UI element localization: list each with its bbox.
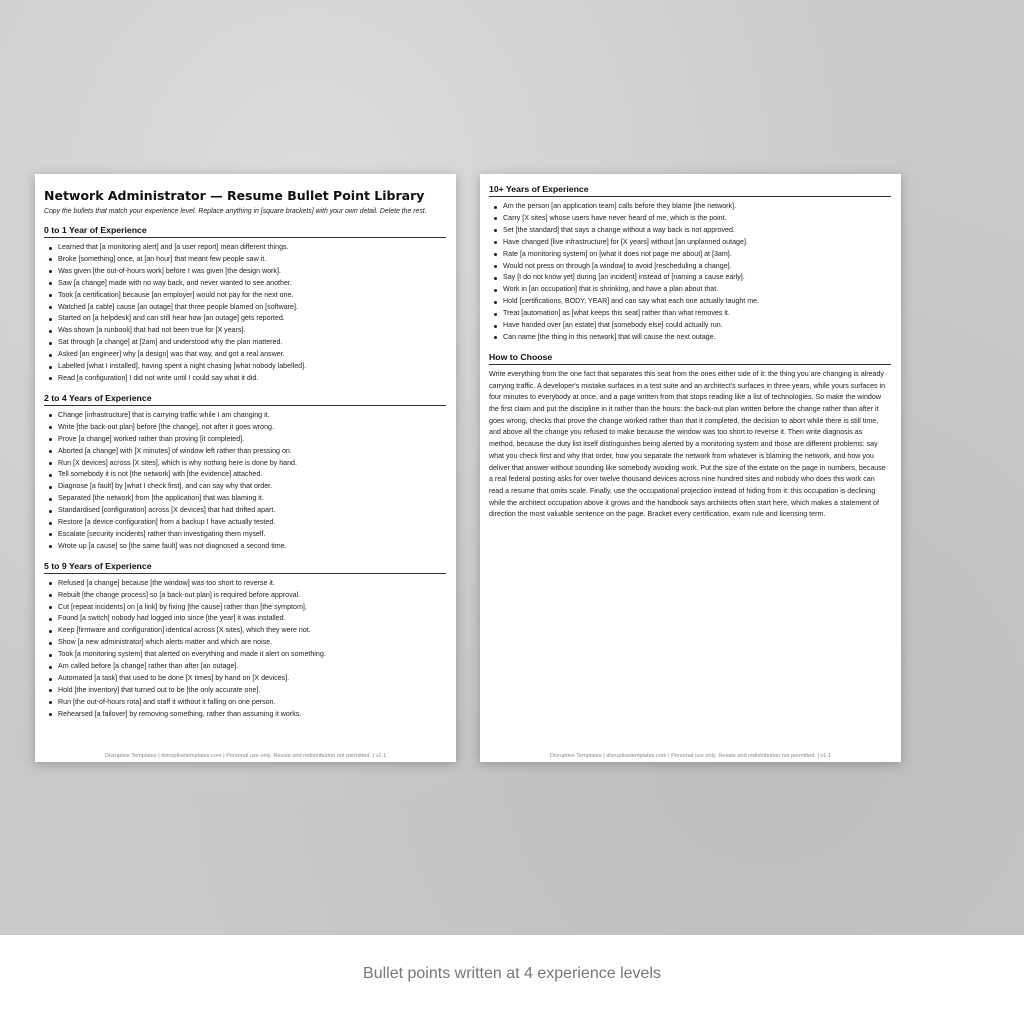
bullet-dot-icon [49,533,52,536]
document-intro: Copy the bullets that match your experience level. Replace anything in [square brackets] with your own detail. Delete the rest. [44,208,427,215]
bullet-text: Carry [X sites] whose users have never heard of me, which is the point. [503,213,727,222]
bullet-text: Watched [a cable] cause [an outage] that three people blamed on [software]. [58,302,298,311]
bullet-text: Escalate [security incidents] rather than investigating them myself. [58,529,266,538]
bullet-text: Standardised [configuration] across [X devices] that had drifted apart. [58,506,276,515]
bullet-item [494,332,891,344]
bullet-text: Say [I do not know yet] during [an incident] instead of [naming a cause early]. [503,273,745,282]
bullet-item [49,242,446,254]
bullet-text: Have changed [live infrastructure] for [X years] without [an unplanned outage]. [503,237,748,246]
bullet-item [49,697,446,709]
bullet-dot-icon [49,582,52,585]
bullet-dot-icon [49,618,52,621]
section-heading-10-plus-years: 10+ Years of Experience [489,184,891,197]
bullet-text: Write [the back-out plan] before [the change], not after it goes wrong. [58,422,274,431]
bullet-item [49,325,446,337]
bullet-item [494,272,891,284]
bullet-text: Keep [firmware and configuration] identical across [X sites], which they were not. [58,626,311,635]
bullet-item [494,201,891,213]
bullet-dot-icon [49,642,52,645]
bullet-text: Rate [a monitoring system] on [what it does not page me about] at [3am]. [503,249,732,258]
bullet-dot-icon [49,713,52,716]
bullet-text: Automated [a task] that used to be done [X times] by hand on [X devices]. [58,674,290,682]
page-footer: Disruptive Templates | disruptivetemplates.com | Personal use only. Resale and redistribution not permitted. | v1.1 [104,753,387,759]
section-heading: 2 to 4 Years of Experience [44,393,446,406]
bullet-dot-icon [49,450,52,453]
bullet-text: Took [a certification] because [an employer] would not pay for the next one. [58,290,294,299]
bullet-list-10-plus-years [489,201,891,344]
bullet-text: Cut [repeat incidents] on [a link] by fixing [the cause] rather than [the symptom]. [58,602,307,611]
bullet-item [49,637,446,649]
bullet-item [49,434,446,446]
bullet-dot-icon [494,277,497,280]
bullet-dot-icon [49,258,52,261]
bullet-item [49,625,446,637]
bullet-item [49,517,446,529]
bullet-item [49,266,446,278]
bullet-dot-icon [49,666,52,669]
bullet-dot-icon [494,206,497,209]
bullet-text: Treat [automation] as [what keeps this seat] rather than what removes it. [503,309,730,318]
bullet-item [494,320,891,332]
bullet-dot-icon [494,313,497,316]
bullet-text: Broke [something] once, at [an hour] that meant few people saw it. [58,254,267,263]
how-to-choose-paragraph: Write everything from the one fact that separates this seat from the ones either side of it: the thing you are changing is already carrying traffic. A developer's mistake surfaces in a test suite and an architect's surfaces in three years, while yours surfaces in four minutes to everybody at once, and a page written from that stops reading like a list of technologies. So make the window the first claim and put the discipline in it rather than the hours: the back-out plan written before the change rather than after it goes wrong, checks that prove the change worked rather than that it completed, the decision to abort while there is still time, and above all the change you refused to make because the window was too short to reverse it. Then write diagnosis as method, because the duty list itself distinguishes being alerted by a monitoring system and those are different problems: say what you check first and why that order, how you separate the network from whatever is blaming the network, and how you deliver that answer without sounding like somebody avoiding work. Put the size of the estate on the page in numbers, because a real federal posting asks for over twelve thousand devices across nine hundred sites and nobody who does this work can read a resume that omits scale. Finally, use the occupational projection instead of hiding from it: this occupation is declining while the architect occupation above it grows and the handbook says architects often start here, which makes a statement of direction the most valuable sentence on the page. Bracket every certification, exam rule and licensing term. [489,369,886,519]
bullet-dot-icon [49,474,52,477]
bullet-dot-icon [49,701,52,704]
bullet-text: Hold [certifications, BODY, YEAR] and can say what each one actually taught me. [503,297,760,306]
bullet-text: Diagnose [a fault] by [what I check first], and can say why that order. [58,482,273,491]
bullet-text: Wrote up [a cause] so [the same fault] was not diagnosed a second time. [58,541,287,550]
bullet-dot-icon [49,330,52,333]
bullet-item [494,225,891,237]
bullet-list [44,578,446,721]
bullet-item [49,290,446,302]
section-heading-how-to-choose: How to Choose [489,352,891,365]
bullet-dot-icon [49,366,52,369]
bullet-dot-icon [49,294,52,297]
bullet-text: Saw [a change] made with no way back, and never wanted to see another. [58,278,292,287]
bullet-item [49,361,446,373]
bullet-text: Tell somebody it is not [the network] with [the evidence] attached. [58,470,263,479]
bullet-text: Work in [an occupation] that is shrinking, and have a plan about that. [503,285,719,294]
bullet-item [49,337,446,349]
bullet-item [49,422,446,434]
bullet-dot-icon [49,270,52,273]
bullet-text: Asked [an engineer] why [a design] was that way, and got a real answer. [58,350,285,359]
bullet-item [49,709,446,721]
bullet-dot-icon [49,678,52,681]
bullet-dot-icon [49,486,52,489]
bullet-text: Set [the standard] that says a change without a way back is not approved. [503,225,735,234]
bullet-dot-icon [49,414,52,417]
bullet-item [494,213,891,225]
bullet-text: Sat through [a change] at [2am] and understood why the plan mattered. [58,338,283,347]
bullet-item [49,373,446,385]
experience-sections [44,225,446,721]
bullet-dot-icon [494,253,497,256]
bullet-item [494,249,891,261]
bullet-text: Change [infrastructure] that is carrying traffic while I am changing it. [58,410,270,419]
section-heading: 0 to 1 Year of Experience [44,225,446,238]
bullet-text: Run [X devices] across [X sites], which is why nothing here is done by hand. [58,458,297,467]
bullet-text: Can name [the thing in this network] that will cause the next outage. [503,332,716,341]
bullet-text: Refused [a change] because [the window] was too short to reverse it. [58,578,275,587]
bullet-dot-icon [49,306,52,309]
bullet-dot-icon [49,462,52,465]
bullet-dot-icon [49,594,52,597]
bullet-item [49,661,446,673]
bullet-text: Show [a new administrator] which alerts matter and which are noise. [58,638,273,647]
page-footer: Disruptive Templates | disruptivetemplates.com | Personal use only. Resale and redistribution not permitted. | v1.1 [549,753,832,759]
bullet-dot-icon [49,377,52,380]
bullet-item [49,590,446,602]
bullet-dot-icon [494,289,497,292]
bullet-item [49,278,446,290]
image-caption: Bullet points written at 4 experience levels [363,965,661,982]
bullet-dot-icon [494,217,497,220]
bullet-text: Found [a switch] nobody had logged into since [the year] it was installed. [58,614,286,623]
bullet-dot-icon [49,318,52,321]
section-heading: 5 to 9 Years of Experience [44,561,446,574]
bullet-item [49,254,446,266]
bullet-text: Prove [a change] worked rather than proving [it completed]. [58,434,245,443]
bullet-dot-icon [49,522,52,525]
bullet-text: Have handed over [an estate] that [somebody else] could actually run. [503,321,723,330]
bullet-text: Rebuilt [the change process] so [a back-out plan] is required before approval. [58,590,301,599]
bullet-text: Labelled [what I installed], having spent a night chasing [what nobody labelled]. [58,362,307,371]
bullet-dot-icon [494,301,497,304]
bullet-dot-icon [494,229,497,232]
bullet-item [494,237,891,249]
bullet-dot-icon [49,282,52,285]
bullet-item [49,578,446,590]
bullet-dot-icon [494,241,497,244]
bullet-dot-icon [49,606,52,609]
bullet-item [49,302,446,314]
bullet-text: Run [the out-of-hours rota] and staff it without it falling on one person. [58,697,276,706]
bullet-text: Started on [a helpdesk] and can still hear how [an outage] gets reported. [58,314,285,323]
document-page-1 [35,174,456,762]
bullet-item [49,493,446,505]
bullet-item [494,296,891,308]
bullet-item [49,529,446,541]
bullet-text: Am called before [a change] rather than after [an outage]. [58,662,239,671]
bullet-dot-icon [49,247,52,250]
bullet-item [49,446,446,458]
bullet-text: Am the person [an application team] calls before they blame [the network]. [503,202,737,210]
bullet-text: Would not press on through [a window] to avoid [rescheduling a change]. [503,261,732,270]
bullet-text: Read [a configuration] I did not write until I could say what it did. [58,373,259,382]
bullet-item [49,541,446,553]
bullet-item [49,685,446,697]
bullet-dot-icon [49,438,52,441]
bullet-dot-icon [49,498,52,501]
bullet-dot-icon [49,426,52,429]
bullet-item [49,469,446,481]
document-page-2 [480,174,901,762]
bullet-text: Aborted [a change] with [X minutes] of window left rather than pressing on. [58,446,292,455]
bullet-text: Was shown [a runbook] that had not been true for [X years]. [58,326,246,335]
bullet-item [49,673,446,685]
bullet-item [494,308,891,320]
bullet-dot-icon [49,630,52,633]
bullet-item [49,410,446,422]
bullet-dot-icon [494,336,497,339]
bullet-item [49,613,446,625]
bullet-dot-icon [494,265,497,268]
bullet-text: Restore [a device configuration] from a backup I have actually tested. [58,518,276,527]
bullet-list [44,410,446,553]
bullet-dot-icon [49,545,52,548]
bullet-dot-icon [494,325,497,328]
bullet-item [49,649,446,661]
bullet-text: Took [a monitoring system] that alerted on everything and made it alert on something. [58,650,326,659]
bullet-item [49,602,446,614]
bullet-text: Learned that [a monitoring alert] and [a user report] mean different things. [58,243,289,251]
bullet-dot-icon [49,510,52,513]
bullet-item [49,505,446,517]
bullet-item [494,284,891,296]
bullet-dot-icon [49,354,52,357]
bullet-text: Separated [the network] from [the application] that was blaming it. [58,494,264,503]
document-title: Network Administrator — Resume Bullet Point Library [44,188,425,203]
bullet-list [44,242,446,385]
bullet-dot-icon [49,654,52,657]
bullet-text: Hold [the inventory] that turned out to be [the only accurate one]. [58,685,261,694]
bullet-item [49,349,446,361]
bullet-dot-icon [49,689,52,692]
bullet-item [49,458,446,470]
bullet-item [494,261,891,273]
bullet-text: Rehearsed [a failover] by removing something, rather than assuming it works. [58,709,302,718]
bullet-item [49,481,446,493]
bullet-item [49,313,446,325]
bullet-text: Was given [the out-of-hours work] before I was given [the design work]. [58,266,281,275]
bullet-dot-icon [49,342,52,345]
